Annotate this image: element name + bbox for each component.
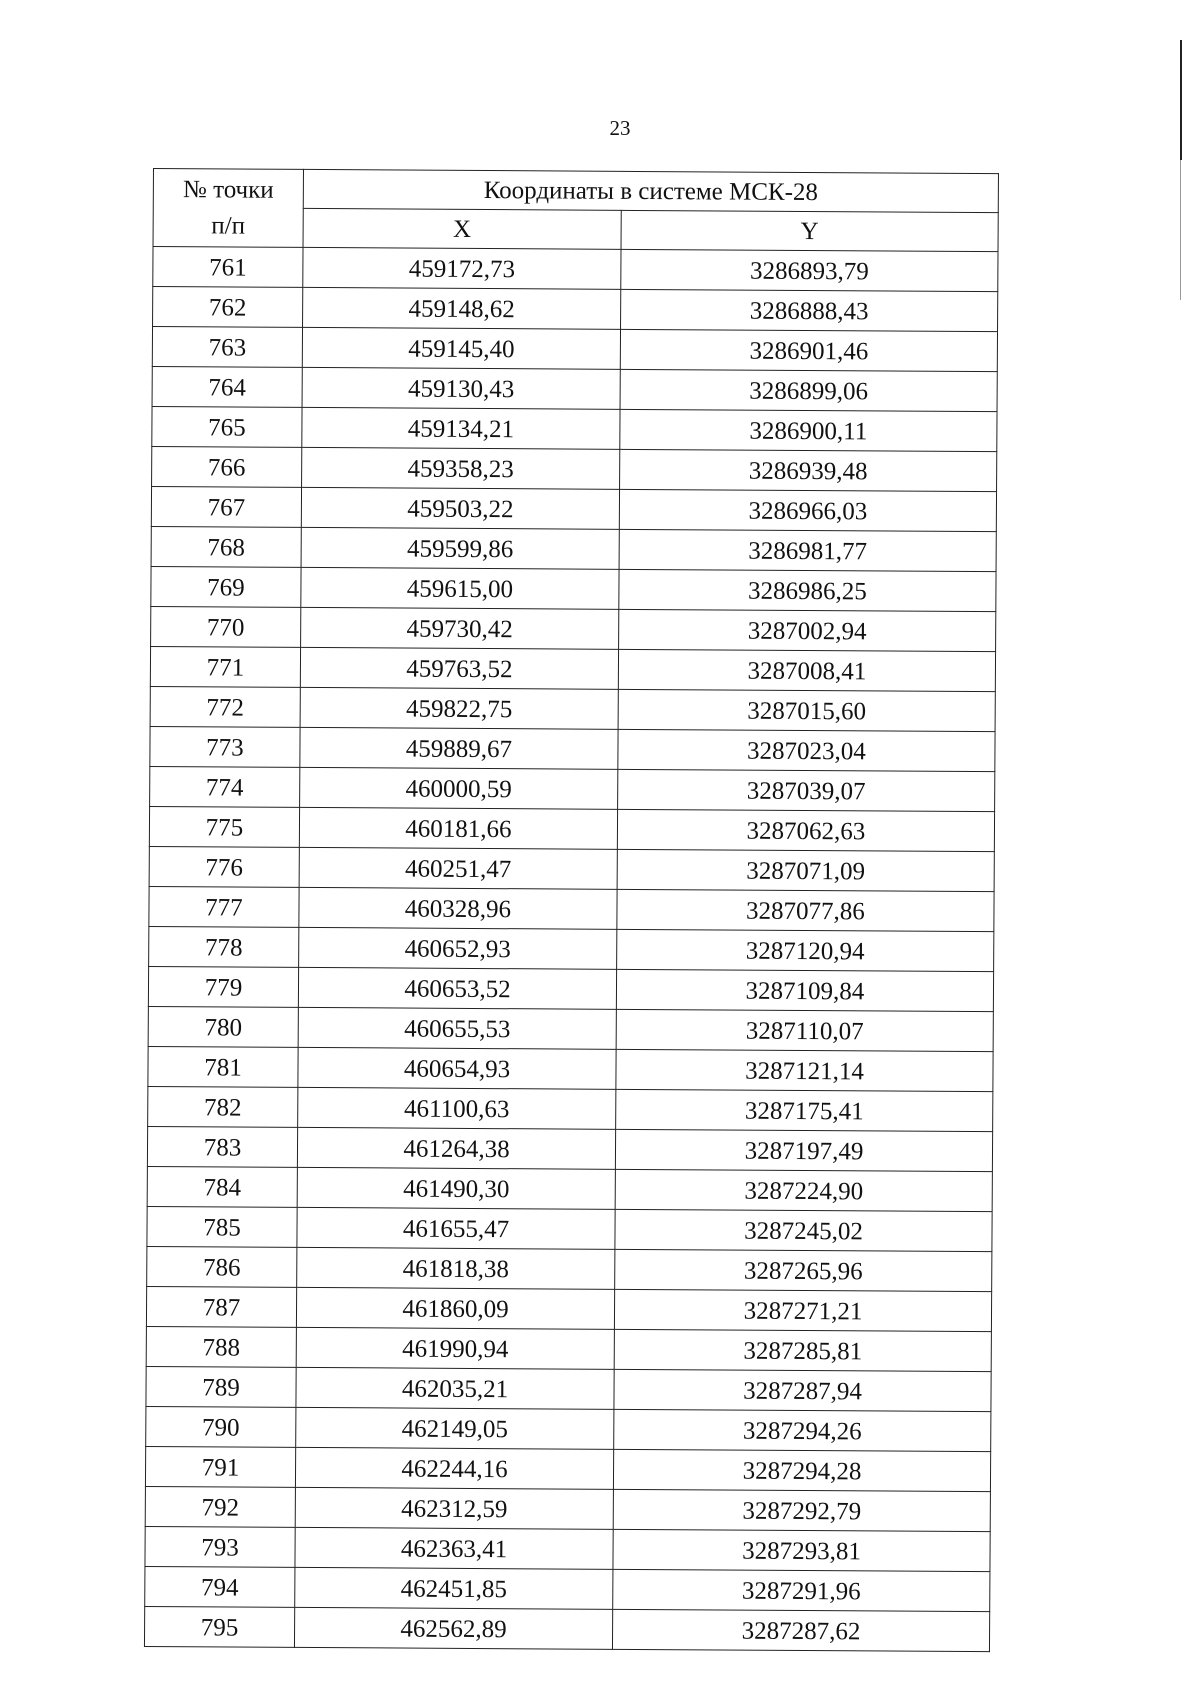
point-number-cell: 762 [153,287,303,328]
table-row [152,406,997,451]
x-coordinate-cell: 461490,30 [297,1167,615,1209]
x-coordinate-cell: 461860,09 [296,1287,614,1329]
point-number-cell: 791 [145,1446,295,1487]
table-header [153,169,998,252]
x-coordinate-cell: 459503,22 [301,487,619,529]
x-coordinate-cell: 462244,16 [295,1447,613,1489]
coordinates-table-container [144,168,998,1652]
x-coordinate-cell: 460000,59 [300,767,618,809]
x-coordinate-cell: 460653,52 [298,967,616,1009]
table-row [145,1526,990,1571]
table-row [148,1086,993,1131]
point-number-cell: 784 [147,1166,297,1207]
y-coordinate-cell: 3286901,46 [620,329,997,371]
x-coordinate-cell: 459822,75 [300,687,618,729]
y-coordinate-cell: 3287110,07 [616,1009,993,1051]
point-number-cell: 769 [151,566,301,607]
table-row [151,606,996,651]
y-coordinate-cell: 3286981,77 [619,529,996,571]
table-row [147,1206,992,1251]
y-coordinate-cell: 3286893,79 [621,249,998,291]
x-coordinate-cell: 459599,86 [301,527,619,569]
y-coordinate-cell: 3287294,28 [613,1449,990,1491]
table-row [151,566,996,611]
table-row [149,846,994,891]
table-row [148,1006,993,1051]
header-y: Y [621,210,998,251]
y-coordinate-cell: 3286939,48 [620,449,997,491]
x-coordinate-cell: 460654,93 [298,1047,616,1089]
y-coordinate-cell: 3287121,14 [616,1049,993,1091]
point-number-cell: 763 [152,327,302,368]
y-coordinate-cell: 3287285,81 [614,1329,991,1371]
header-coordinates-group: Координаты в системе МСК-28 [303,169,998,212]
y-coordinate-cell: 3286986,25 [619,569,996,611]
y-coordinate-cell: 3287293,81 [613,1529,990,1571]
table-row [153,287,998,332]
x-coordinate-cell: 459730,42 [301,607,619,649]
x-coordinate-cell: 460652,93 [299,927,617,969]
table-row [152,446,997,491]
point-number-cell: 778 [149,926,299,967]
table-row [150,686,995,731]
point-number-cell: 782 [148,1086,298,1127]
table-row [148,966,993,1011]
x-coordinate-cell: 461100,63 [298,1087,616,1129]
y-coordinate-cell: 3287071,09 [617,849,994,891]
x-coordinate-cell: 459130,43 [302,367,620,409]
point-number-cell: 777 [149,886,299,927]
table-row [146,1326,991,1371]
point-number-cell: 783 [147,1126,297,1167]
point-number-cell: 771 [150,646,300,687]
y-coordinate-cell: 3287062,63 [617,809,994,851]
y-coordinate-cell: 3287008,41 [618,649,995,691]
y-coordinate-cell: 3286966,03 [619,489,996,531]
x-coordinate-cell: 459358,23 [302,447,620,489]
coordinates-table [144,168,999,1652]
point-number-cell: 794 [145,1566,295,1607]
point-number-cell: 765 [152,406,302,447]
y-coordinate-cell: 3286900,11 [620,409,997,451]
table-row [146,1366,991,1411]
table-row [147,1166,992,1211]
table-row [150,726,995,771]
x-coordinate-cell: 459145,40 [302,327,620,369]
x-coordinate-cell: 462562,89 [294,1607,612,1649]
table-row [150,646,995,691]
x-coordinate-cell: 462363,41 [295,1527,613,1569]
table-row [145,1486,990,1531]
x-coordinate-cell: 460328,96 [299,887,617,929]
point-number-cell: 789 [146,1366,296,1407]
y-coordinate-cell: 3286899,06 [620,369,997,411]
y-coordinate-cell: 3286888,43 [621,289,998,331]
x-coordinate-cell: 459615,00 [301,567,619,609]
y-coordinate-cell: 3287245,02 [615,1209,992,1251]
point-number-cell: 774 [150,766,300,807]
point-number-cell: 793 [145,1526,295,1567]
y-coordinate-cell: 3287023,04 [618,729,995,771]
table-row [152,366,997,411]
point-number-cell: 766 [152,446,302,487]
point-number-cell: 772 [150,686,300,727]
point-number-cell: 786 [147,1246,297,1287]
point-number-cell: 787 [146,1286,296,1327]
table-row [151,526,996,571]
y-coordinate-cell: 3287291,96 [613,1569,990,1611]
y-coordinate-cell: 3287292,79 [613,1489,990,1531]
x-coordinate-cell: 462312,59 [295,1487,613,1529]
point-number-cell: 790 [146,1406,296,1447]
point-number-cell: 780 [148,1006,298,1047]
page-number: 23 [609,116,631,140]
y-coordinate-cell: 3287077,86 [617,889,994,931]
point-number-cell: 785 [147,1206,297,1247]
x-coordinate-cell: 459889,67 [300,727,618,769]
scan-margin-line [1180,40,1182,160]
x-coordinate-cell: 462451,85 [295,1567,613,1609]
point-number-cell: 775 [149,806,299,847]
y-coordinate-cell: 3287265,96 [615,1249,992,1291]
x-coordinate-cell: 461818,38 [297,1247,615,1289]
y-coordinate-cell: 3287039,07 [618,769,995,811]
table-row [149,926,994,971]
point-number-cell: 781 [148,1046,298,1087]
point-number-cell: 788 [146,1326,296,1367]
x-coordinate-cell: 461264,38 [297,1127,615,1169]
y-coordinate-cell: 3287224,90 [615,1169,992,1211]
table-row [145,1446,990,1491]
table-row [152,327,997,372]
header-point-number: № точки п/п [153,169,303,248]
x-coordinate-cell: 459134,21 [302,407,620,449]
table-row [147,1126,992,1171]
x-coordinate-cell: 462035,21 [296,1367,614,1409]
x-coordinate-cell: 459148,62 [303,287,621,329]
y-coordinate-cell: 3287294,26 [614,1409,991,1451]
table-row [145,1566,990,1611]
x-coordinate-cell: 462149,05 [296,1407,614,1449]
y-coordinate-cell: 3287002,94 [619,609,996,651]
y-coordinate-cell: 3287287,94 [614,1369,991,1411]
table-row [146,1406,991,1451]
point-number-cell: 792 [145,1486,295,1527]
point-number-cell: 768 [151,526,301,567]
table-row [148,1046,993,1091]
table-row [149,806,994,851]
point-number-cell: 773 [150,726,300,767]
y-coordinate-cell: 3287197,49 [615,1129,992,1171]
y-coordinate-cell: 3287175,41 [616,1089,993,1131]
y-coordinate-cell: 3287120,94 [617,929,994,971]
scan-margin-line-faint [1180,160,1181,300]
x-coordinate-cell: 459763,52 [300,647,618,689]
table-row [153,247,998,292]
x-coordinate-cell: 459172,73 [303,247,621,289]
x-coordinate-cell: 461990,94 [296,1327,614,1369]
table-row [144,1606,989,1651]
point-number-cell: 761 [153,247,303,288]
point-number-cell: 767 [151,486,301,527]
header-x: X [303,208,621,249]
table-row [150,766,995,811]
table-row [151,486,996,531]
point-number-cell: 795 [144,1606,294,1647]
y-coordinate-cell: 3287287,62 [612,1609,989,1651]
table-row [149,886,994,931]
table-row [146,1286,991,1331]
x-coordinate-cell: 460251,47 [299,847,617,889]
y-coordinate-cell: 3287015,60 [618,689,995,731]
table-row [147,1246,992,1291]
point-number-cell: 779 [148,966,298,1007]
y-coordinate-cell: 3287271,21 [614,1289,991,1331]
x-coordinate-cell: 461655,47 [297,1207,615,1249]
point-number-cell: 764 [152,366,302,407]
point-number-cell: 770 [151,606,301,647]
x-coordinate-cell: 460181,66 [299,807,617,849]
table-body [144,247,998,1652]
point-number-cell: 776 [149,846,299,887]
x-coordinate-cell: 460655,53 [298,1007,616,1049]
y-coordinate-cell: 3287109,84 [616,969,993,1011]
